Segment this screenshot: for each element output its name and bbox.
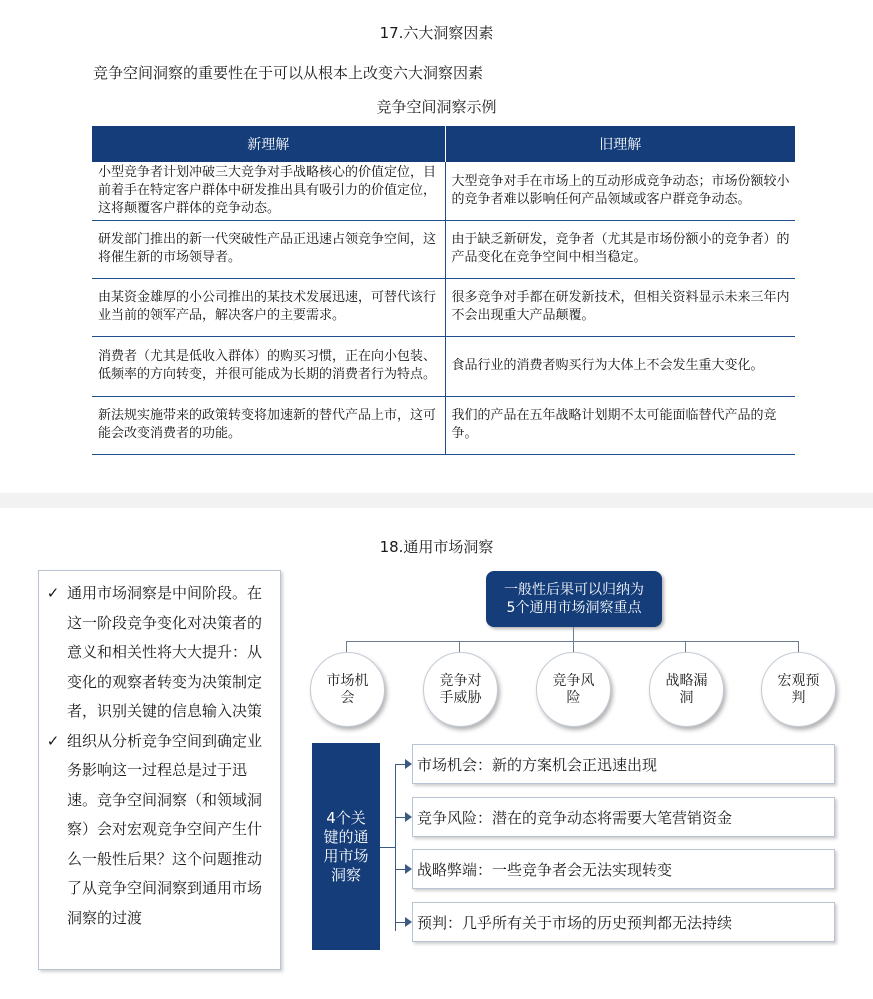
- focus-circle-competition-risk: [536, 652, 611, 727]
- bracket-line: [380, 847, 395, 848]
- checklist-text: 通用市场洞察是中间阶段。在这一阶段竞争变化对决策者的意义和相关性将大大提升：从变化的观察者转变为决策制定者，识别关键的信息输入决策: [67, 584, 263, 720]
- insight-bar: 预判：几乎所有关于市场的历史预判都无法持续: [412, 902, 835, 942]
- slide-subtitle: 竞争空间洞察的重要性在于可以从根本上改变六大洞察因素: [93, 64, 484, 82]
- table-row: [92, 220, 795, 278]
- connector-line: [573, 627, 574, 641]
- table-cell-old: 我们的产品在五年战略计划期不太可能面临替代产品的竞争。: [445, 396, 795, 454]
- focus-circle-strategic-gap: [649, 652, 724, 727]
- focus-circle-macro-forecast: [761, 652, 836, 727]
- key-insights-box: [312, 743, 380, 950]
- table-cell-new: 小型竞争者计划冲破三大竞争对手战略核心的价值定位，目前着手在特定客户群体中研发推出具有吸引力的价值定位，这将颠覆客户群体的竞争动态。: [92, 162, 445, 220]
- slide-title: 17.六大洞察因素: [379, 24, 494, 42]
- checkmark-icon: ✓: [46, 731, 60, 750]
- table-caption: 竞争空间洞察示例: [376, 98, 497, 116]
- table-cell-new: 由某资金雄厚的小公司推出的某技术发展迅速，可替代该行业当前的领军产品，解决客户的主要需求。: [92, 278, 445, 336]
- table-row: [92, 336, 795, 396]
- connector-line: [798, 641, 799, 652]
- connector-line: [346, 641, 347, 652]
- slide-six-insight-factors: [0, 0, 873, 493]
- insight-bar: 战略弊端：一些竞争者会无法实现转变: [412, 849, 835, 889]
- connector-line: [685, 641, 686, 652]
- circle-label: 竞争风险: [552, 672, 595, 706]
- circle-label: 战略漏洞: [665, 672, 708, 706]
- table-cell-new: 研发部门推出的新一代突破性产品正迅速占领竞争空间，这将催生新的市场领导者。: [92, 220, 445, 278]
- connector-line: [346, 641, 798, 642]
- connector-line: [459, 641, 460, 652]
- checklist-item: [39, 579, 280, 727]
- summary-box: 一般性后果可以归纳为5个通用市场洞察重点: [486, 571, 662, 627]
- comparison-table: [92, 126, 795, 455]
- table-cell-new: 新法规实施带来的政策转变将加速新的替代产品上市，这可能会改变消费者的功能。: [92, 396, 445, 454]
- table-cell-old: 很多竞争对手都在研发新技术，但相关资料显示未来三年内不会出现重大产品颠覆。: [445, 278, 795, 336]
- table-cell-old: 大型竞争对手在市场上的互动形成竞争动态；市场份额较小的竞争者难以影响任何产品领域或客户群竞争动态。: [445, 162, 795, 220]
- arrow-icon: [405, 864, 412, 874]
- table-row: [92, 278, 795, 336]
- bracket-line: [395, 922, 405, 923]
- bracket-line: [395, 817, 405, 818]
- table-cell-old: 食品行业的消费者购买行为大体上不会发生重大变化。: [445, 336, 795, 396]
- table-header-row: [92, 126, 795, 162]
- arrow-icon: [405, 812, 412, 822]
- focus-circle-market-opportunity: [310, 652, 385, 727]
- bracket-line: [395, 764, 396, 931]
- table-row: [92, 396, 795, 454]
- table-row: [92, 162, 795, 220]
- slide-general-market-insight: [0, 508, 873, 999]
- checklist-item: [39, 727, 280, 934]
- checklist-text: 组织从分析竞争空间到确定业务影响这一过程总是过于迅速。竞争空间洞察（和领域洞察）会对宏观竞争空间产生什么一般性后果？这个问题推动了从竞争空间洞察到通用市场洞察的过渡: [67, 731, 263, 927]
- column-header-old: 旧理解: [445, 126, 795, 162]
- circle-label: 竞争对手威胁: [439, 672, 482, 706]
- checkmark-icon: ✓: [46, 584, 60, 602]
- slide-title: 18.通用市场洞察: [379, 538, 494, 556]
- circle-label: 宏观预判: [777, 672, 820, 706]
- arrow-icon: [405, 759, 412, 769]
- checklist-panel: [38, 570, 281, 970]
- arrow-icon: [405, 917, 412, 927]
- table-cell-new: 消费者（尤其是低收入群体）的购买习惯，正在向小包装、低频率的方向转变，并很可能成为长期的消费者行为特点。: [92, 336, 445, 396]
- bracket-line: [395, 764, 405, 765]
- connector-line: [573, 641, 574, 652]
- circle-label: 市场机会: [326, 672, 369, 706]
- focus-circle-competitor-threat: [423, 652, 498, 727]
- column-header-new: 新理解: [92, 126, 445, 162]
- table-cell-old: 由于缺乏新研发，竞争者（尤其是市场份额小的竞争者）的产品变化在竞争空间中相当稳定。: [445, 220, 795, 278]
- key-insights-label: 4个关键的通用市场洞察: [323, 808, 369, 884]
- insight-bar: 竞争风险：潜在的竞争动态将需要大笔营销资金: [412, 797, 835, 837]
- bracket-line: [395, 869, 405, 870]
- insight-bar: 市场机会：新的方案机会正迅速出现: [412, 744, 835, 784]
